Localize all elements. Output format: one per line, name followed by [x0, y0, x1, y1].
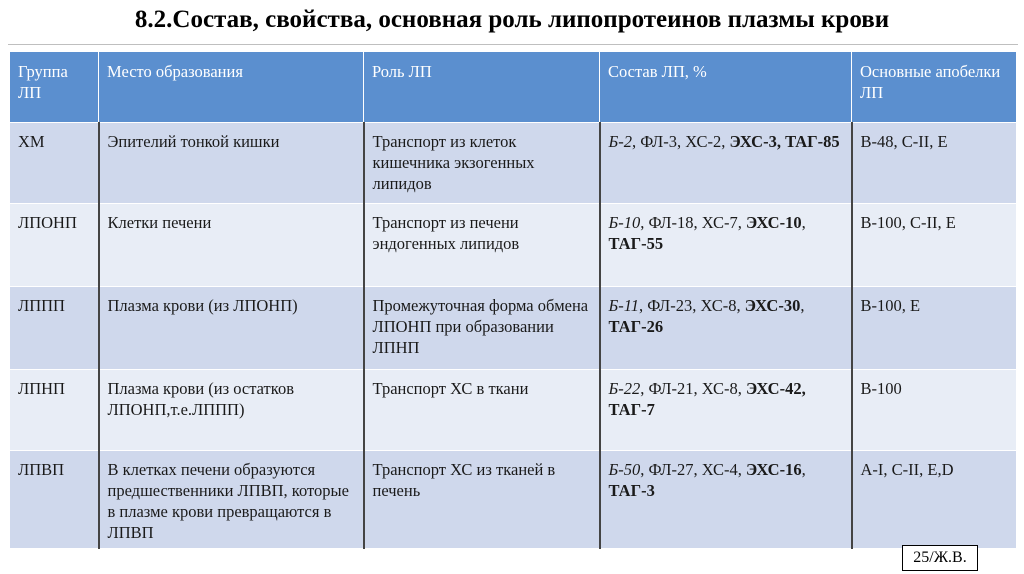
header-composition: Состав ЛП, % — [600, 52, 852, 123]
table-header-row — [10, 52, 1017, 123]
comp-protein: Б-11 — [608, 296, 640, 315]
cell-place: Плазма крови (из ЛПОНП) — [99, 287, 364, 370]
cell-group: ЛППП — [10, 287, 99, 370]
comp-ehs: ЭХС-10 — [746, 213, 802, 232]
comp-rest: , ФЛ-3, ХС-2, — [631, 132, 730, 151]
comp-sep: , — [800, 296, 805, 315]
comp-tag: ТАГ-7 — [608, 400, 655, 419]
comp-protein: Б-50 — [608, 460, 641, 479]
cell-group: ЛПОНП — [10, 204, 99, 287]
comp-ehs: ЭХС-30 — [744, 296, 801, 315]
table-row — [10, 287, 1017, 370]
cell-composition — [600, 204, 852, 287]
comp-ehs: ЭХС-16 — [746, 460, 802, 479]
cell-place: Эпителий тонкой кишки — [99, 123, 364, 204]
comp-ehs: ЭХС-42, — [746, 379, 806, 398]
cell-place: В клетках печени образуются предшественники ЛПВП, которые в плазме крови превращаются в ЛПВП — [99, 451, 364, 549]
comp-rest: , ФЛ-27, ХС-4, — [640, 460, 747, 479]
comp-tag: ТАГ-55 — [608, 234, 664, 253]
slide-title: 8.2.Состав, свойства, основная роль липопротеинов плазмы крови — [134, 6, 890, 33]
comp-protein: Б-2 — [608, 132, 632, 151]
lipoprotein-table — [9, 51, 1017, 549]
cell-group: ЛПВП — [10, 451, 99, 549]
table-row — [10, 370, 1017, 451]
comp-sep: , — [801, 213, 806, 232]
comp-protein: Б-10 — [608, 213, 641, 232]
comp-rest: , ФЛ-23, ХС-8, — [639, 296, 745, 315]
cell-role: Транспорт ХС в ткани — [364, 370, 600, 451]
table-row — [10, 451, 1017, 549]
cell-composition — [600, 451, 852, 549]
cell-apo: В-100 — [852, 370, 1017, 451]
cell-role: Транспорт из клеток кишечника экзогенных липидов — [364, 123, 600, 204]
comp-tag: ТАГ-85 — [785, 132, 840, 151]
header-apo: Основные апобелки ЛП — [852, 52, 1017, 123]
comp-tag: ТАГ-26 — [608, 317, 664, 336]
cell-composition — [600, 370, 852, 451]
comp-rest: , ФЛ-21, ХС-8, — [640, 379, 747, 398]
cell-composition — [600, 287, 852, 370]
cell-place: Плазма крови (из остатков ЛПОНП,т.е.ЛППП) — [99, 370, 364, 451]
cell-apo: В-48, С-II, Е — [852, 123, 1017, 204]
comp-sep: , — [801, 460, 806, 479]
comp-tag: ТАГ-3 — [608, 481, 655, 500]
table-row — [10, 204, 1017, 287]
comp-protein: Б-22 — [608, 379, 641, 398]
cell-apo: В-100, Е — [852, 287, 1017, 370]
cell-composition — [600, 123, 852, 204]
cell-role: Транспорт ХС из тканей в печень — [364, 451, 600, 549]
table-row — [10, 123, 1017, 204]
header-role: Роль ЛП — [364, 52, 600, 123]
cell-role: Промежуточная форма обмена ЛПОНП при образовании ЛПНП — [364, 287, 600, 370]
cell-role: Транспорт из печени эндогенных липидов — [364, 204, 600, 287]
header-place: Место образования — [99, 52, 364, 123]
header-group: Группа ЛП — [10, 52, 99, 123]
cell-group: ЛПНП — [10, 370, 99, 451]
cell-group: ХМ — [10, 123, 99, 204]
comp-ehs: ЭХС-3, — [729, 132, 781, 151]
title-divider — [8, 44, 1018, 45]
cell-place: Клетки печени — [99, 204, 364, 287]
comp-rest: , ФЛ-18, ХС-7, — [640, 213, 747, 232]
cell-apo: В-100, С-II, Е — [852, 204, 1017, 287]
cell-apo: А-I, С-II, Е,D — [852, 451, 1017, 549]
page-number-badge: 25/Ж.В. — [902, 545, 978, 571]
